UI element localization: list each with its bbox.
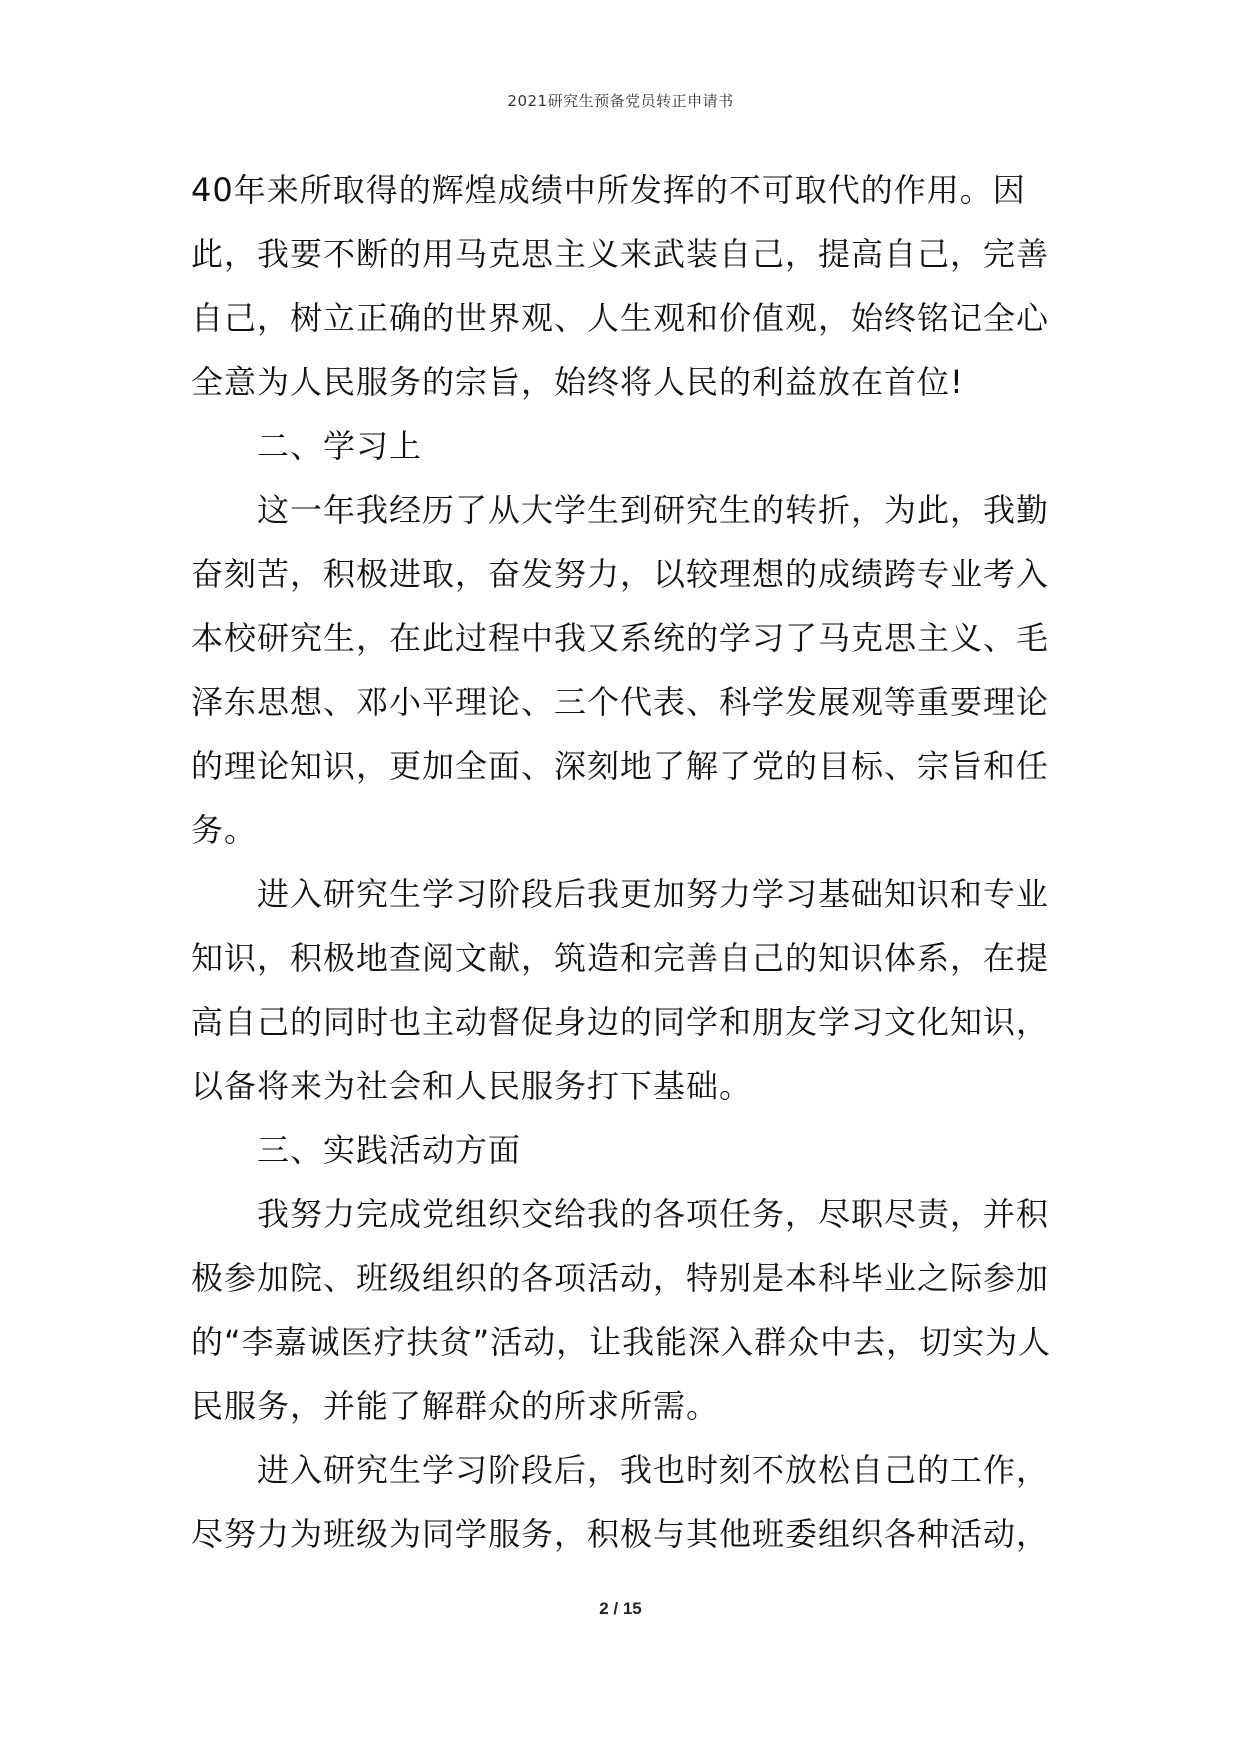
- paragraph-study-transition: 这一年我经历了从大学生到研究生的转折，为此，我勤奋刻苦，积极进取，奋发努力，以较理想的成绩跨专业考入本校研究生，在此过程中我又系统的学习了马克思主义、毛泽东思想、邓小平理论、三个代表、科学发展观等重要理论的理论知识，更加全面、深刻地了解了党的目标、宗旨和任务。: [191, 491, 1050, 849]
- document-body: [191, 158, 1061, 1566]
- paragraph-practice-graduate: 进入研究生学习阶段后，我也时刻不放松自己的工作，尽努力为班级为同学服务，积极与其他班委组织各种活动，: [191, 1451, 1050, 1553]
- paragraph-continuation: 40年来所取得的辉煌成绩中所发挥的不可取代的作用。因此，我要不断的用马克思主义来武装自己，提高自己，完善自己，树立正确的世界观、人生观和价值观，始终铭记全心全意为人民服务的宗旨，始终将人民的利益放在首位!: [191, 171, 1050, 401]
- section-heading-practice: 三、实践活动方面: [257, 1131, 522, 1169]
- page-header-title: 2021研究生预备党员转正申请书: [507, 92, 734, 110]
- page-number: 2 / 15: [599, 1599, 642, 1618]
- paragraph-practice-tasks: 我努力完成党组织交给我的各项任务，尽职尽责，并积极参加院、班级组织的各项活动，特别是本科毕业之际参加的“李嘉诚医疗扶贫”活动，让我能深入群众中去，切实为人民服务，并能了解群众的所求所需。: [191, 1195, 1052, 1425]
- paragraph-study-graduate: 进入研究生学习阶段后我更加努力学习基础知识和专业知识，积极地查阅文献，筑造和完善自己的知识体系，在提高自己的同时也主动督促身边的同学和朋友学习文化知识，以备将来为社会和人民服务打下基础。: [191, 875, 1050, 1105]
- section-heading-study: 二、学习上: [257, 427, 423, 465]
